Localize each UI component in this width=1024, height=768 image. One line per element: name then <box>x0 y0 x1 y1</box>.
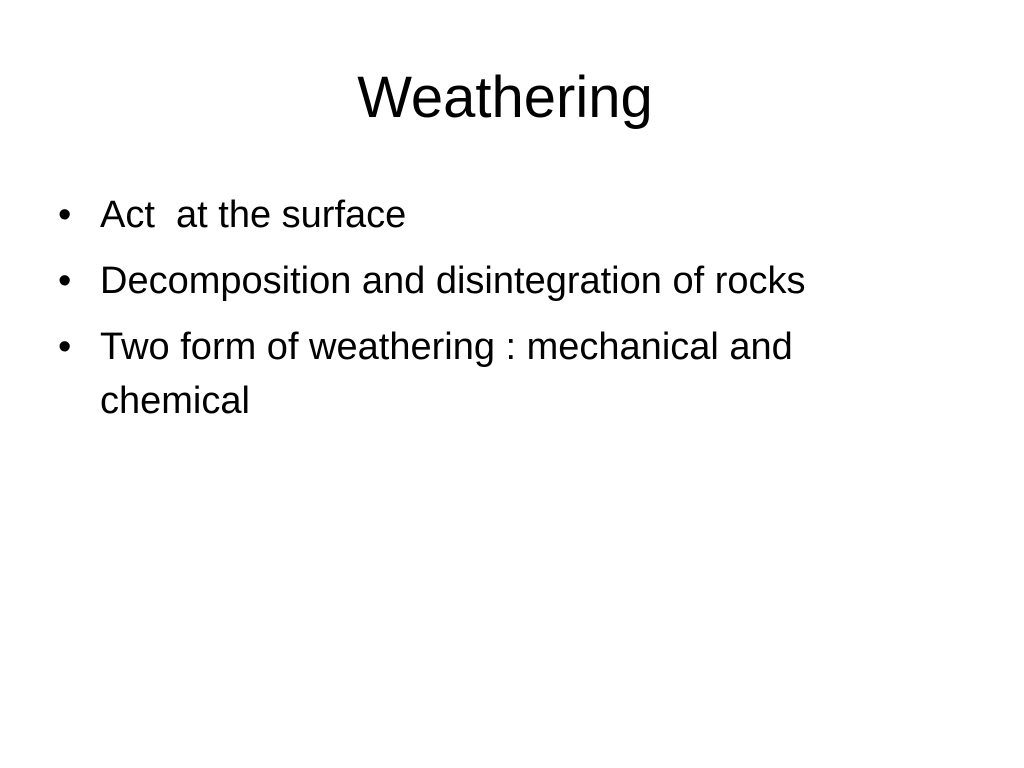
bullet-item <box>58 254 978 308</box>
bullet-dot-icon: • <box>58 194 72 236</box>
bullet-text: Decomposition and disintegration of rocks <box>100 260 806 302</box>
bullet-text: Act at the surface <box>100 194 407 236</box>
bullet-dot-icon: • <box>58 260 72 302</box>
bullet-item <box>58 188 978 242</box>
bullet-dot-icon: • <box>58 326 72 368</box>
bullet-text: Two form of weathering : mechanical and chemical <box>100 326 793 422</box>
bullet-list <box>58 188 978 440</box>
slide-title: Weathering <box>357 65 653 130</box>
bullet-item <box>58 320 978 428</box>
